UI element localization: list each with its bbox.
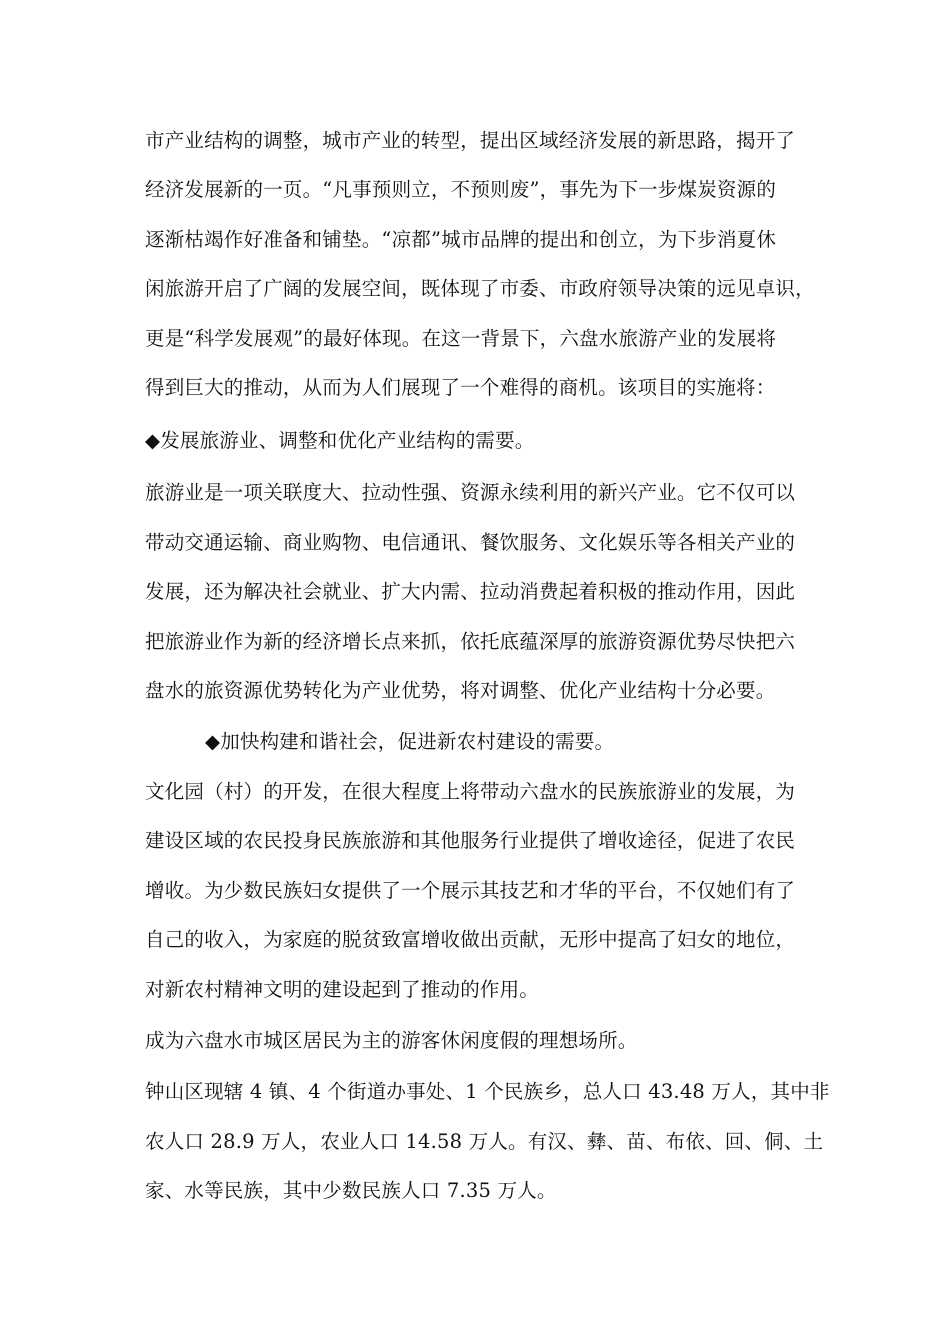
paragraph-line: 自己的收入，为家庭的脱贫致富增收做出贡献，无形中提高了妇女的地位， (145, 928, 796, 951)
paragraph-line: 增收。为少数民族妇女提供了一个展示其技艺和才华的平台，不仅她们有了 (145, 879, 796, 902)
paragraph-line: 成为六盘水市城区居民为主的游客休闲度假的理想场所。 (145, 1029, 638, 1052)
paragraph-line: 经济发展新的一页。“凡事预则立，不预则废”，事先为下一步煤炭资源的 (145, 178, 777, 201)
paragraph-line: 带动交通运输、商业购物、电信通讯、餐饮服务、文化娱乐等各相关产业的 (145, 531, 796, 554)
paragraph-line: 农人口 28.9 万人，农业人口 14.58 万人。有汉、彝、苗、布依、回、侗、土 (145, 1130, 824, 1153)
paragraph-line: 旅游业是一项关联度大、拉动性强、资源永续利用的新兴产业。它不仅可以 (145, 481, 796, 504)
paragraph-line: 对新农村精神文明的建设起到了推动的作用。 (145, 978, 540, 1001)
paragraph-line: 发展，还为解决社会就业、扩大内需、拉动消费起着积极的推动作用，因此 (145, 580, 796, 603)
paragraph-line: 盘水的旅资源优势转化为产业优势，将对调整、优化产业结构十分必要。 (145, 679, 776, 702)
paragraph-line: 建设区域的农民投身民族旅游和其他服务行业提供了增收途径，促进了农民 (145, 829, 796, 852)
paragraph-line: 文化园（村）的开发，在很大程度上将带动六盘水的民族旅游业的发展，为 (145, 780, 796, 803)
paragraph-line: 逐渐枯竭作好准备和铺垫。“凉都”城市品牌的提出和创立，为下步消夏休 (145, 228, 777, 251)
paragraph-line: 闲旅游开启了广阔的发展空间，既体现了市委、市政府领导决策的远见卓识， (145, 277, 815, 300)
paragraph-line: 市产业结构的调整，城市产业的转型，提出区域经济发展的新思路，揭开了 (145, 129, 796, 152)
bullet-heading: ◆加快构建和谐社会，促进新农村建设的需要。 (205, 730, 615, 753)
bullet-heading: ◆发展旅游业、调整和优化产业结构的需要。 (145, 429, 535, 452)
paragraph-line: 得到巨大的推动，从而为人们展现了一个难得的商机。该项目的实施将： (145, 376, 776, 399)
paragraph-line: 更是“科学发展观”的最好体现。在这一背景下，六盘水旅游产业的发展将 (145, 327, 777, 350)
paragraph-line: 钟山区现辖 4 镇、4 个街道办事处、1 个民族乡，总人口 43.48 万人，其中非 (145, 1080, 830, 1103)
paragraph-line: 把旅游业作为新的经济增长点来抓，依托底蕴深厚的旅游资源优势尽快把六 (145, 630, 796, 653)
paragraph-line: 家、水等民族，其中少数民族人口 7.35 万人。 (145, 1179, 557, 1202)
